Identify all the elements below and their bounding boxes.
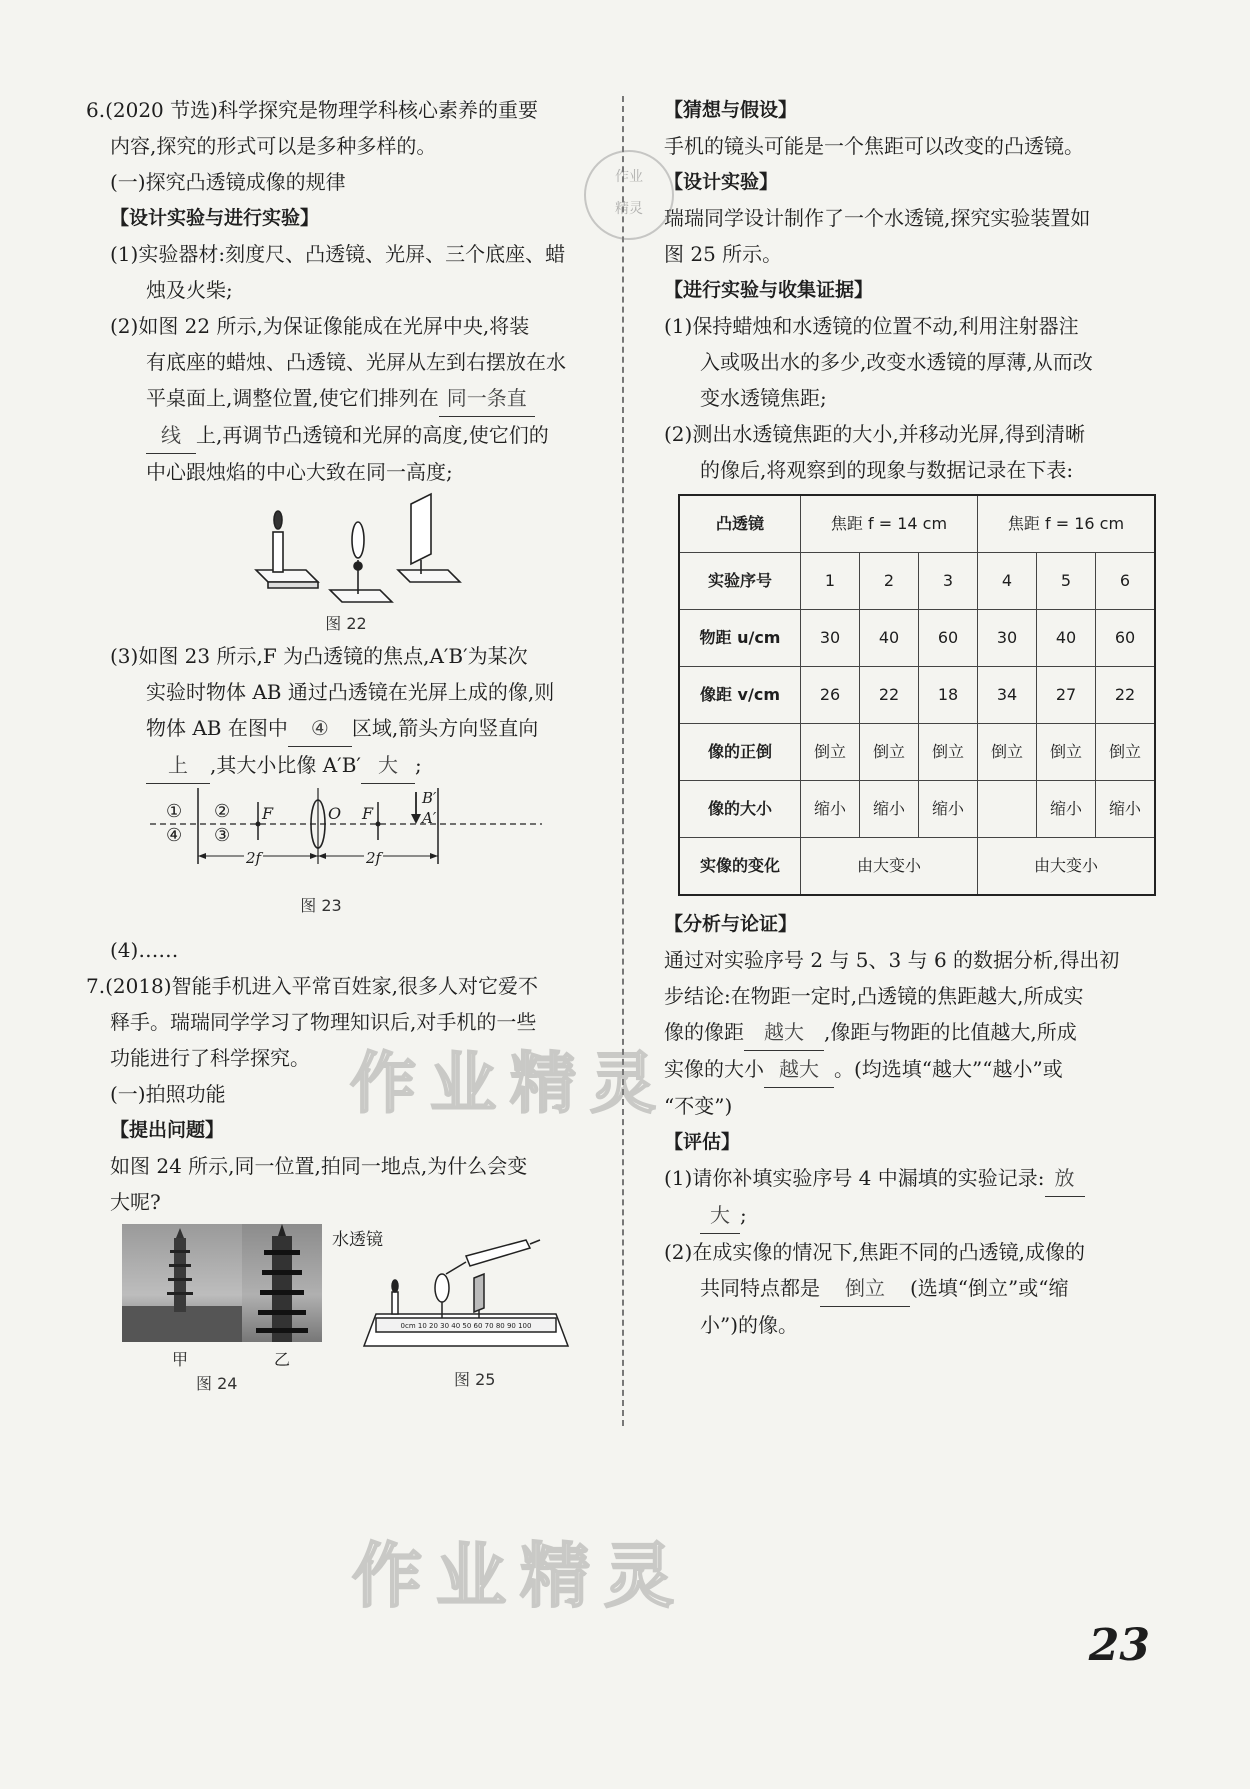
answer-blank-common-feature[interactable]: 倒立 bbox=[820, 1270, 910, 1307]
eval-1b bbox=[664, 1197, 1164, 1234]
table-cell: 40 bbox=[1037, 610, 1096, 667]
analysis-2: 步结论:在物距一定时,凸透镜的焦距越大,所成实 bbox=[664, 984, 1084, 1008]
figure-23-drawing bbox=[86, 784, 606, 892]
table-cell: 倒立 bbox=[1037, 724, 1096, 781]
q6-step1b: 烛及火柴; bbox=[146, 278, 233, 302]
photo-label-jia: 甲 bbox=[172, 1350, 189, 1369]
dim-arrow-left-b bbox=[310, 853, 318, 859]
table-cell: 缩小 bbox=[1037, 781, 1096, 838]
region-1-label: ① bbox=[166, 801, 183, 822]
table-cell: 缩小 bbox=[801, 781, 860, 838]
q6-line2: 内容,探究的形式可以是多种多样的。 bbox=[110, 134, 437, 158]
eval-1a-text: (1)请你补填实验序号 4 中漏填的实验记录: bbox=[664, 1166, 1045, 1190]
stamp-bottom-text: 精灵 bbox=[615, 201, 643, 217]
q7-line3: 功能进行了科学探究。 bbox=[110, 1046, 310, 1070]
table-cell: 60 bbox=[919, 610, 978, 667]
photo-label-yi: 乙 bbox=[274, 1350, 291, 1369]
table-cell: 34 bbox=[978, 667, 1037, 724]
table-header-v: 像距 v/cm bbox=[679, 667, 801, 724]
guess-header: 【猜想与假设】 bbox=[664, 99, 798, 121]
q6-step2e: 中心跟烛焰的中心大致在同一高度; bbox=[146, 460, 453, 484]
q6-step2b: 有底座的蜡烛、凸透镜、光屏从左到右摆放在水 bbox=[146, 350, 566, 374]
table-cell: 27 bbox=[1037, 667, 1096, 724]
water-lens-apparatus bbox=[356, 1226, 576, 1356]
q7-line1: 7.(2018)智能手机进入平常百姓家,很多人对它爱不 bbox=[86, 974, 538, 998]
q6-line1: 6.(2020 节选)科学探究是物理学科核心素养的重要 bbox=[86, 98, 538, 122]
dim-2f-right-label: 2f bbox=[364, 840, 383, 876]
table-cell: 缩小 bbox=[860, 781, 919, 838]
q7-question1: 如图 24 所示,同一位置,拍同一地点,为什么会变 bbox=[110, 1154, 528, 1178]
column-divider bbox=[622, 96, 624, 1426]
focus-dot-left bbox=[256, 822, 261, 827]
answer-blank-fill-record[interactable]: 放 bbox=[1045, 1160, 1085, 1197]
data-table bbox=[678, 494, 1156, 896]
region-2-label: ② bbox=[214, 801, 231, 822]
screen-on-base bbox=[398, 494, 460, 582]
collect-1a: (1)保持蜡烛和水透镜的位置不动,利用注射器注 bbox=[664, 314, 1079, 338]
q6-step3d-text: ,其大小比像 A′B′ bbox=[210, 753, 361, 777]
table-row-v bbox=[679, 667, 1155, 724]
dim-2f-left-label: 2f bbox=[244, 840, 263, 876]
figures-24-25 bbox=[86, 1224, 606, 1394]
figure-24-caption: 图 24 bbox=[196, 1374, 238, 1393]
q6-design-header: 【设计实验与进行实验】 bbox=[110, 207, 320, 229]
watermark-center: 作业精灵 bbox=[350, 1045, 670, 1122]
figure-22-drawing bbox=[86, 490, 606, 608]
photo-pagoda-far bbox=[122, 1224, 242, 1342]
table-cell: 40 bbox=[860, 610, 919, 667]
eval-2a: (2)在成实像的情况下,焦距不同的凸透镜,成像的 bbox=[664, 1240, 1086, 1264]
dim-arrow-left-a bbox=[198, 853, 206, 859]
candle-on-base bbox=[256, 511, 318, 588]
q6-step1a: (1)实验器材:刻度尺、凸透镜、光屏、三个底座、蜡 bbox=[110, 242, 566, 266]
q6-step2d-text: 上,再调节凸透镜和光屏的高度,使它们的 bbox=[196, 423, 549, 447]
table-cell: 26 bbox=[801, 667, 860, 724]
analysis-1: 通过对实验序号 2 与 5、3 与 6 的数据分析,得出初 bbox=[664, 948, 1120, 972]
table-cell: 1 bbox=[801, 553, 860, 610]
watermark-bottom: 作业精灵 bbox=[352, 1535, 688, 1617]
region-3-label: ③ bbox=[214, 825, 231, 846]
table-cell: 18 bbox=[919, 667, 978, 724]
bench-scale: 0cm 10 20 30 40 50 60 70 80 90 100 bbox=[400, 1322, 532, 1330]
collect-2b: 的像后,将观察到的现象与数据记录在下表: bbox=[700, 458, 1074, 482]
dim-arrow-right-b bbox=[430, 853, 438, 859]
table-cell: 3 bbox=[919, 553, 978, 610]
table-focal-16: 焦距 f = 16 cm bbox=[978, 495, 1156, 553]
image-a-prime-label: A′ bbox=[422, 809, 437, 827]
answer-blank-fill-record-cont[interactable]: 大 bbox=[700, 1197, 740, 1234]
table-cell: 4 bbox=[978, 553, 1037, 610]
q7-line2: 释手。瑞瑞同学学习了物理知识后,对手机的一些 bbox=[110, 1010, 537, 1034]
design-text1: 瑞瑞同学设计制作了一个水透镜,探究实验装置如 bbox=[664, 206, 1091, 230]
left-column bbox=[86, 92, 606, 1394]
figure-25-caption: 图 25 bbox=[454, 1370, 496, 1389]
answer-blank-region[interactable]: ④ bbox=[288, 710, 352, 747]
figure-23 bbox=[86, 784, 606, 932]
design-header: 【设计实验】 bbox=[664, 171, 779, 193]
analysis-3-text2: ,像距与物距的比值越大,所成 bbox=[824, 1020, 1077, 1044]
answer-blank-line-cont[interactable]: 线 bbox=[146, 417, 196, 454]
table-cell-empty[interactable] bbox=[978, 781, 1037, 838]
collect-header: 【进行实验与收集证据】 bbox=[664, 279, 874, 301]
q7-part1: (一)拍照功能 bbox=[110, 1082, 226, 1106]
table-row-lens bbox=[679, 495, 1155, 553]
table-focal-14: 焦距 f = 14 cm bbox=[801, 495, 978, 553]
table-row-seq bbox=[679, 553, 1155, 610]
table-change-14: 由大变小 bbox=[801, 838, 978, 896]
q6-step3d bbox=[86, 747, 606, 784]
answer-blank-image-distance[interactable]: 越大 bbox=[744, 1014, 824, 1051]
table-header-seq: 实验序号 bbox=[679, 553, 801, 610]
focus-dot-right bbox=[376, 822, 381, 827]
analysis-3 bbox=[664, 1014, 1164, 1051]
page-number: 23 bbox=[1088, 1620, 1150, 1671]
q6-step3c-text2: 区域,箭头方向竖直向 bbox=[351, 716, 539, 740]
q6-step2a: (2)如图 22 所示,为保证像能成在光屏中央,将装 bbox=[110, 314, 530, 338]
q6-step3d-end: ; bbox=[414, 753, 422, 777]
table-cell: 倒立 bbox=[860, 724, 919, 781]
table-cell: 倒立 bbox=[919, 724, 978, 781]
focus-f-left-label: F bbox=[262, 804, 274, 823]
analysis-4-text: 实像的大小 bbox=[664, 1057, 764, 1081]
stamp-top-text: 作业 bbox=[615, 169, 643, 185]
table-cell: 2 bbox=[860, 553, 919, 610]
analysis-4-text2: 。(均选填“越大”“越小”或 bbox=[834, 1057, 1063, 1081]
seal-stamp bbox=[584, 150, 674, 240]
eval-2b bbox=[664, 1270, 1164, 1307]
evaluation-header: 【评估】 bbox=[664, 1131, 741, 1153]
q6-step3a: (3)如图 23 所示,F 为凸透镜的焦点,A′B′为某次 bbox=[110, 644, 528, 668]
region-4-label: ④ bbox=[166, 825, 183, 846]
table-cell: 5 bbox=[1037, 553, 1096, 610]
table-cell: 60 bbox=[1096, 610, 1156, 667]
image-b-prime-label: B′ bbox=[422, 789, 437, 807]
pagoda-far-drawing bbox=[122, 1224, 242, 1342]
lens-center-o-label: O bbox=[328, 804, 342, 823]
table-cell: 6 bbox=[1096, 553, 1156, 610]
analysis-header: 【分析与论证】 bbox=[664, 913, 798, 935]
collect-2a: (2)测出水透镜焦距的大小,并移动光屏,得到清晰 bbox=[664, 422, 1086, 446]
focus-f-right-label: F bbox=[362, 804, 374, 823]
lens-on-base bbox=[330, 522, 392, 602]
q6-step3c bbox=[86, 710, 606, 747]
photo-pagoda-near bbox=[242, 1224, 322, 1342]
design-text2: 图 25 所示。 bbox=[664, 242, 783, 266]
figure-22 bbox=[86, 490, 606, 638]
image-arrow-head bbox=[411, 814, 421, 824]
analysis-5: “不变”) bbox=[664, 1094, 733, 1118]
answer-blank-line[interactable]: 同一条直 bbox=[439, 380, 535, 417]
table-cell: 缩小 bbox=[1096, 781, 1156, 838]
table-cell: 30 bbox=[978, 610, 1037, 667]
q7-question2: 大呢? bbox=[110, 1190, 161, 1214]
table-change-16: 由大变小 bbox=[978, 838, 1156, 896]
table-cell: 倒立 bbox=[978, 724, 1037, 781]
table-header-change: 实像的变化 bbox=[679, 838, 801, 896]
q6-step3b: 实验时物体 AB 通过凸透镜在光屏上成的像,则 bbox=[146, 680, 555, 704]
collect-1c: 变水透镜焦距; bbox=[700, 386, 827, 410]
q7-question-header: 【提出问题】 bbox=[110, 1119, 225, 1141]
answer-blank-size[interactable]: 大 bbox=[361, 747, 415, 784]
table-cell: 30 bbox=[801, 610, 860, 667]
table-cell: 倒立 bbox=[801, 724, 860, 781]
table-header-size: 像的大小 bbox=[679, 781, 801, 838]
q6-step2c-text: 平桌面上,调整位置,使它们排列在 bbox=[146, 386, 439, 410]
table-header-u: 物距 u/cm bbox=[679, 610, 801, 667]
answer-blank-direction[interactable]: 上 bbox=[146, 747, 210, 784]
q6-step2d bbox=[86, 417, 606, 454]
table-row-change bbox=[679, 838, 1155, 896]
table-cell: 22 bbox=[1096, 667, 1156, 724]
guess-text: 手机的镜头可能是一个焦距可以改变的凸透镜。 bbox=[664, 134, 1084, 158]
water-lens-label: 水透镜 bbox=[332, 1230, 383, 1250]
eval-1a bbox=[664, 1160, 1164, 1197]
pagoda-near-drawing bbox=[242, 1224, 322, 1342]
eval-1b-end: ; bbox=[740, 1203, 747, 1227]
eval-2b-text: 共同特点都是 bbox=[700, 1276, 820, 1300]
table-header-orient: 像的正倒 bbox=[679, 724, 801, 781]
eval-2c: 小”)的像。 bbox=[700, 1313, 799, 1337]
table-header-lens: 凸透镜 bbox=[679, 495, 801, 553]
q6-step3c-text: 物体 AB 在图中 bbox=[146, 716, 288, 740]
answer-blank-image-size[interactable]: 越大 bbox=[764, 1051, 834, 1088]
table-row-orient bbox=[679, 724, 1155, 781]
table-cell: 倒立 bbox=[1096, 724, 1156, 781]
table-row-size bbox=[679, 781, 1155, 838]
table-row-u bbox=[679, 610, 1155, 667]
right-column bbox=[664, 92, 1164, 1343]
figure-22-caption: 图 22 bbox=[325, 614, 367, 633]
q6-step2c bbox=[86, 380, 606, 417]
table-cell: 22 bbox=[860, 667, 919, 724]
collect-1b: 入或吸出水的多少,改变水透镜的厚薄,从而改 bbox=[700, 350, 1093, 374]
eval-2b-text2: (选填“倒立”或“缩 bbox=[910, 1276, 1069, 1300]
dim-arrow-right-a bbox=[318, 853, 326, 859]
figure-23-caption: 图 23 bbox=[300, 896, 342, 915]
q6-part1: (一)探究凸透镜成像的规律 bbox=[110, 170, 346, 194]
analysis-4 bbox=[664, 1051, 1164, 1088]
table-cell: 缩小 bbox=[919, 781, 978, 838]
analysis-3-text: 像的像距 bbox=[664, 1020, 744, 1044]
q6-step4: (4)…… bbox=[110, 938, 179, 962]
